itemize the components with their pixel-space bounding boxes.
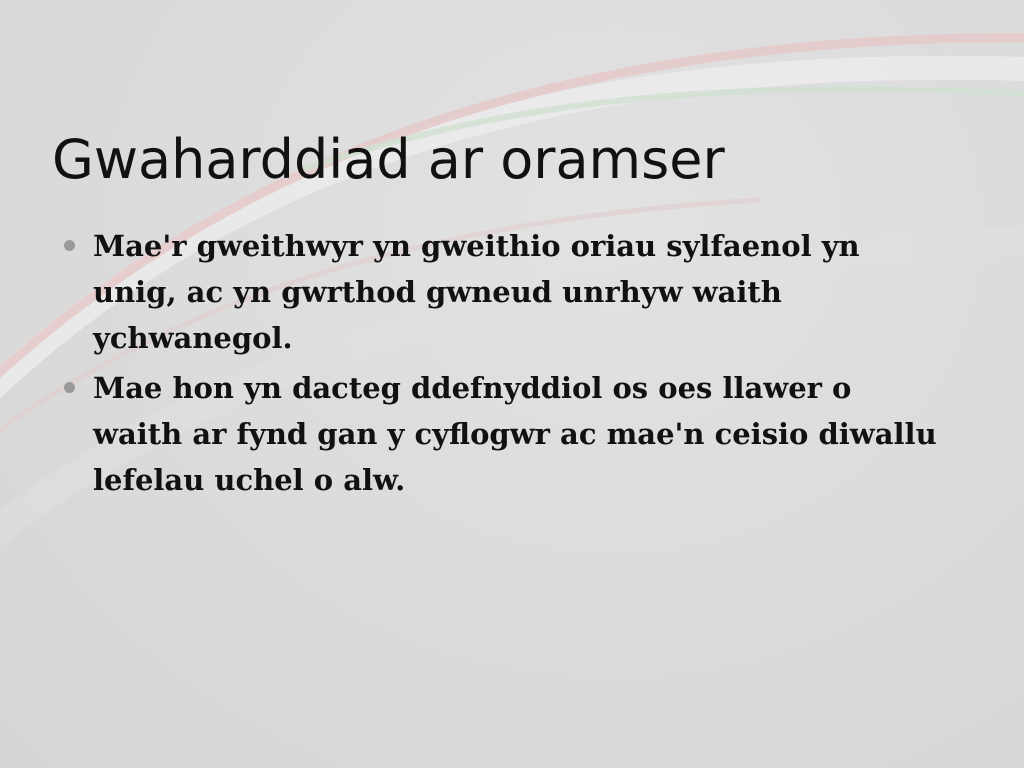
bullet-item bbox=[62, 223, 942, 361]
bullet-item bbox=[62, 365, 942, 503]
bullet-list bbox=[62, 223, 942, 507]
bullet-dot-icon bbox=[64, 382, 75, 393]
slide-title: Gwaharddiad ar oramser bbox=[52, 128, 725, 191]
bullet-dot-icon bbox=[64, 240, 75, 251]
bullet-text: Mae'r gweithwyr yn gweithio oriau sylfaenol yn unig, ac yn gwrthod gwneud unrhyw waith ychwanegol. bbox=[93, 229, 860, 355]
bullet-text: Mae hon yn dacteg ddefnyddiol os oes llawer o waith ar fynd gan y cyflogwr ac mae'n ceisio diwallu lefelau uchel o alw. bbox=[93, 371, 937, 497]
